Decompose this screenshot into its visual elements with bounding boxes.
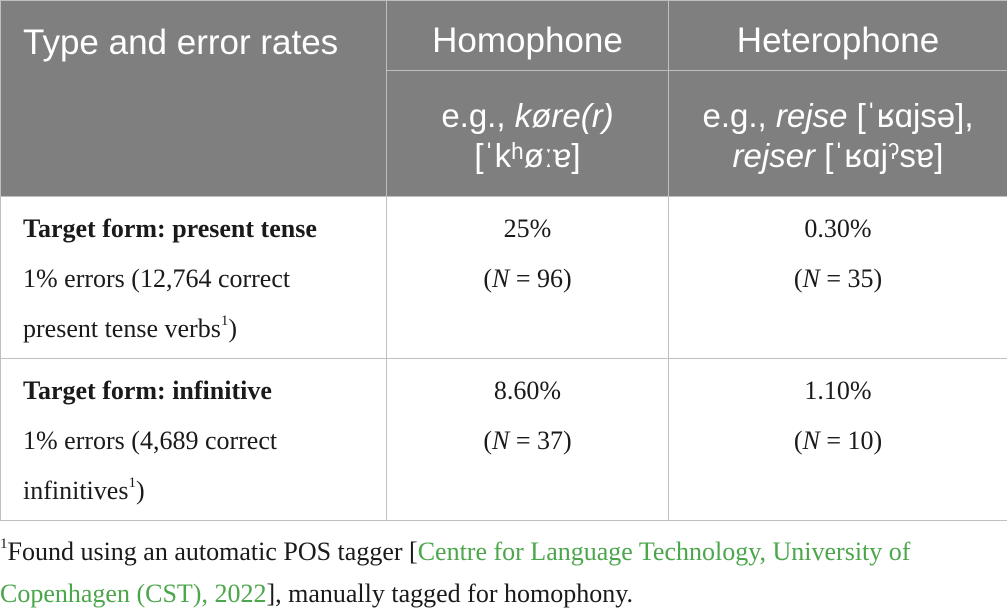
sample-size: (N = 35) — [793, 264, 883, 293]
error-percentage: 1.10% — [804, 376, 872, 405]
type-error-rates-header: Type and error rates — [1, 1, 387, 197]
example-word: rejser — [732, 136, 816, 174]
example-prefix: e.g., — [702, 96, 776, 134]
example-ipa: [ˈʁɑjsə], — [847, 96, 974, 134]
table-footnote — [0, 531, 1000, 608]
table-row — [1, 359, 1007, 521]
footnote-text-end: ], manually tagged for homophony. — [266, 579, 634, 608]
heterophone-value-cell — [669, 359, 1007, 521]
footnote-marker: 1 — [0, 536, 8, 553]
row-title: Target form: infinitive — [23, 376, 272, 405]
homophone-value-cell — [387, 197, 669, 359]
citation-link[interactable]: Centre for Language Technology, University of Copenhagen (CST), 2022 — [0, 537, 911, 608]
sample-size-value: 10 — [847, 426, 874, 455]
homophone-header: Homophone — [387, 1, 669, 71]
error-percentage: 25% — [503, 214, 552, 243]
row-description-end: ) — [135, 476, 145, 505]
sample-size: (N = 96) — [483, 264, 572, 293]
row-description — [23, 466, 376, 516]
footnote-text: Found using an automatic POS tagger [ — [7, 537, 418, 566]
error-percentage: 0.30% — [804, 214, 872, 243]
heterophone-header: Heterophone — [669, 1, 1007, 71]
example-ipa: [ˈkʰøːɐ] — [474, 136, 581, 174]
header-row — [1, 1, 1007, 71]
row-title: Target form: present tense — [23, 214, 317, 243]
row-label-cell — [1, 359, 387, 521]
example-ipa: [ˈʁɑjˀsɐ] — [815, 136, 944, 174]
row-description-text: infinitives — [23, 476, 129, 505]
table-body — [1, 197, 1007, 521]
row-description-text: present tense verbs — [23, 314, 221, 343]
sample-size: (N = 10) — [793, 426, 883, 455]
row-description: 1% errors (12,764 correct — [23, 264, 291, 293]
table-header — [1, 1, 1007, 197]
heterophone-example — [669, 71, 1007, 197]
footnote-marker: 1 — [220, 313, 229, 330]
sample-size-value: 96 — [537, 264, 563, 293]
homophone-example — [387, 71, 669, 197]
sample-size: (N = 37) — [483, 426, 572, 455]
example-word: rejse — [775, 96, 848, 134]
heterophone-value-cell — [669, 197, 1007, 359]
example-prefix: e.g., — [441, 96, 515, 134]
table-row — [1, 197, 1007, 359]
row-description: 1% errors (4,689 correct — [23, 426, 278, 455]
example-word: køre(r) — [514, 96, 614, 134]
sample-size-value: 35 — [847, 264, 874, 293]
row-description-end: ) — [228, 314, 237, 343]
error-percentage: 8.60% — [493, 376, 562, 405]
homophone-value-cell — [387, 359, 669, 521]
row-description — [23, 304, 376, 354]
footnote-marker: 1 — [128, 475, 136, 492]
sample-size-value: 37 — [537, 426, 563, 455]
row-label-cell — [1, 197, 387, 359]
